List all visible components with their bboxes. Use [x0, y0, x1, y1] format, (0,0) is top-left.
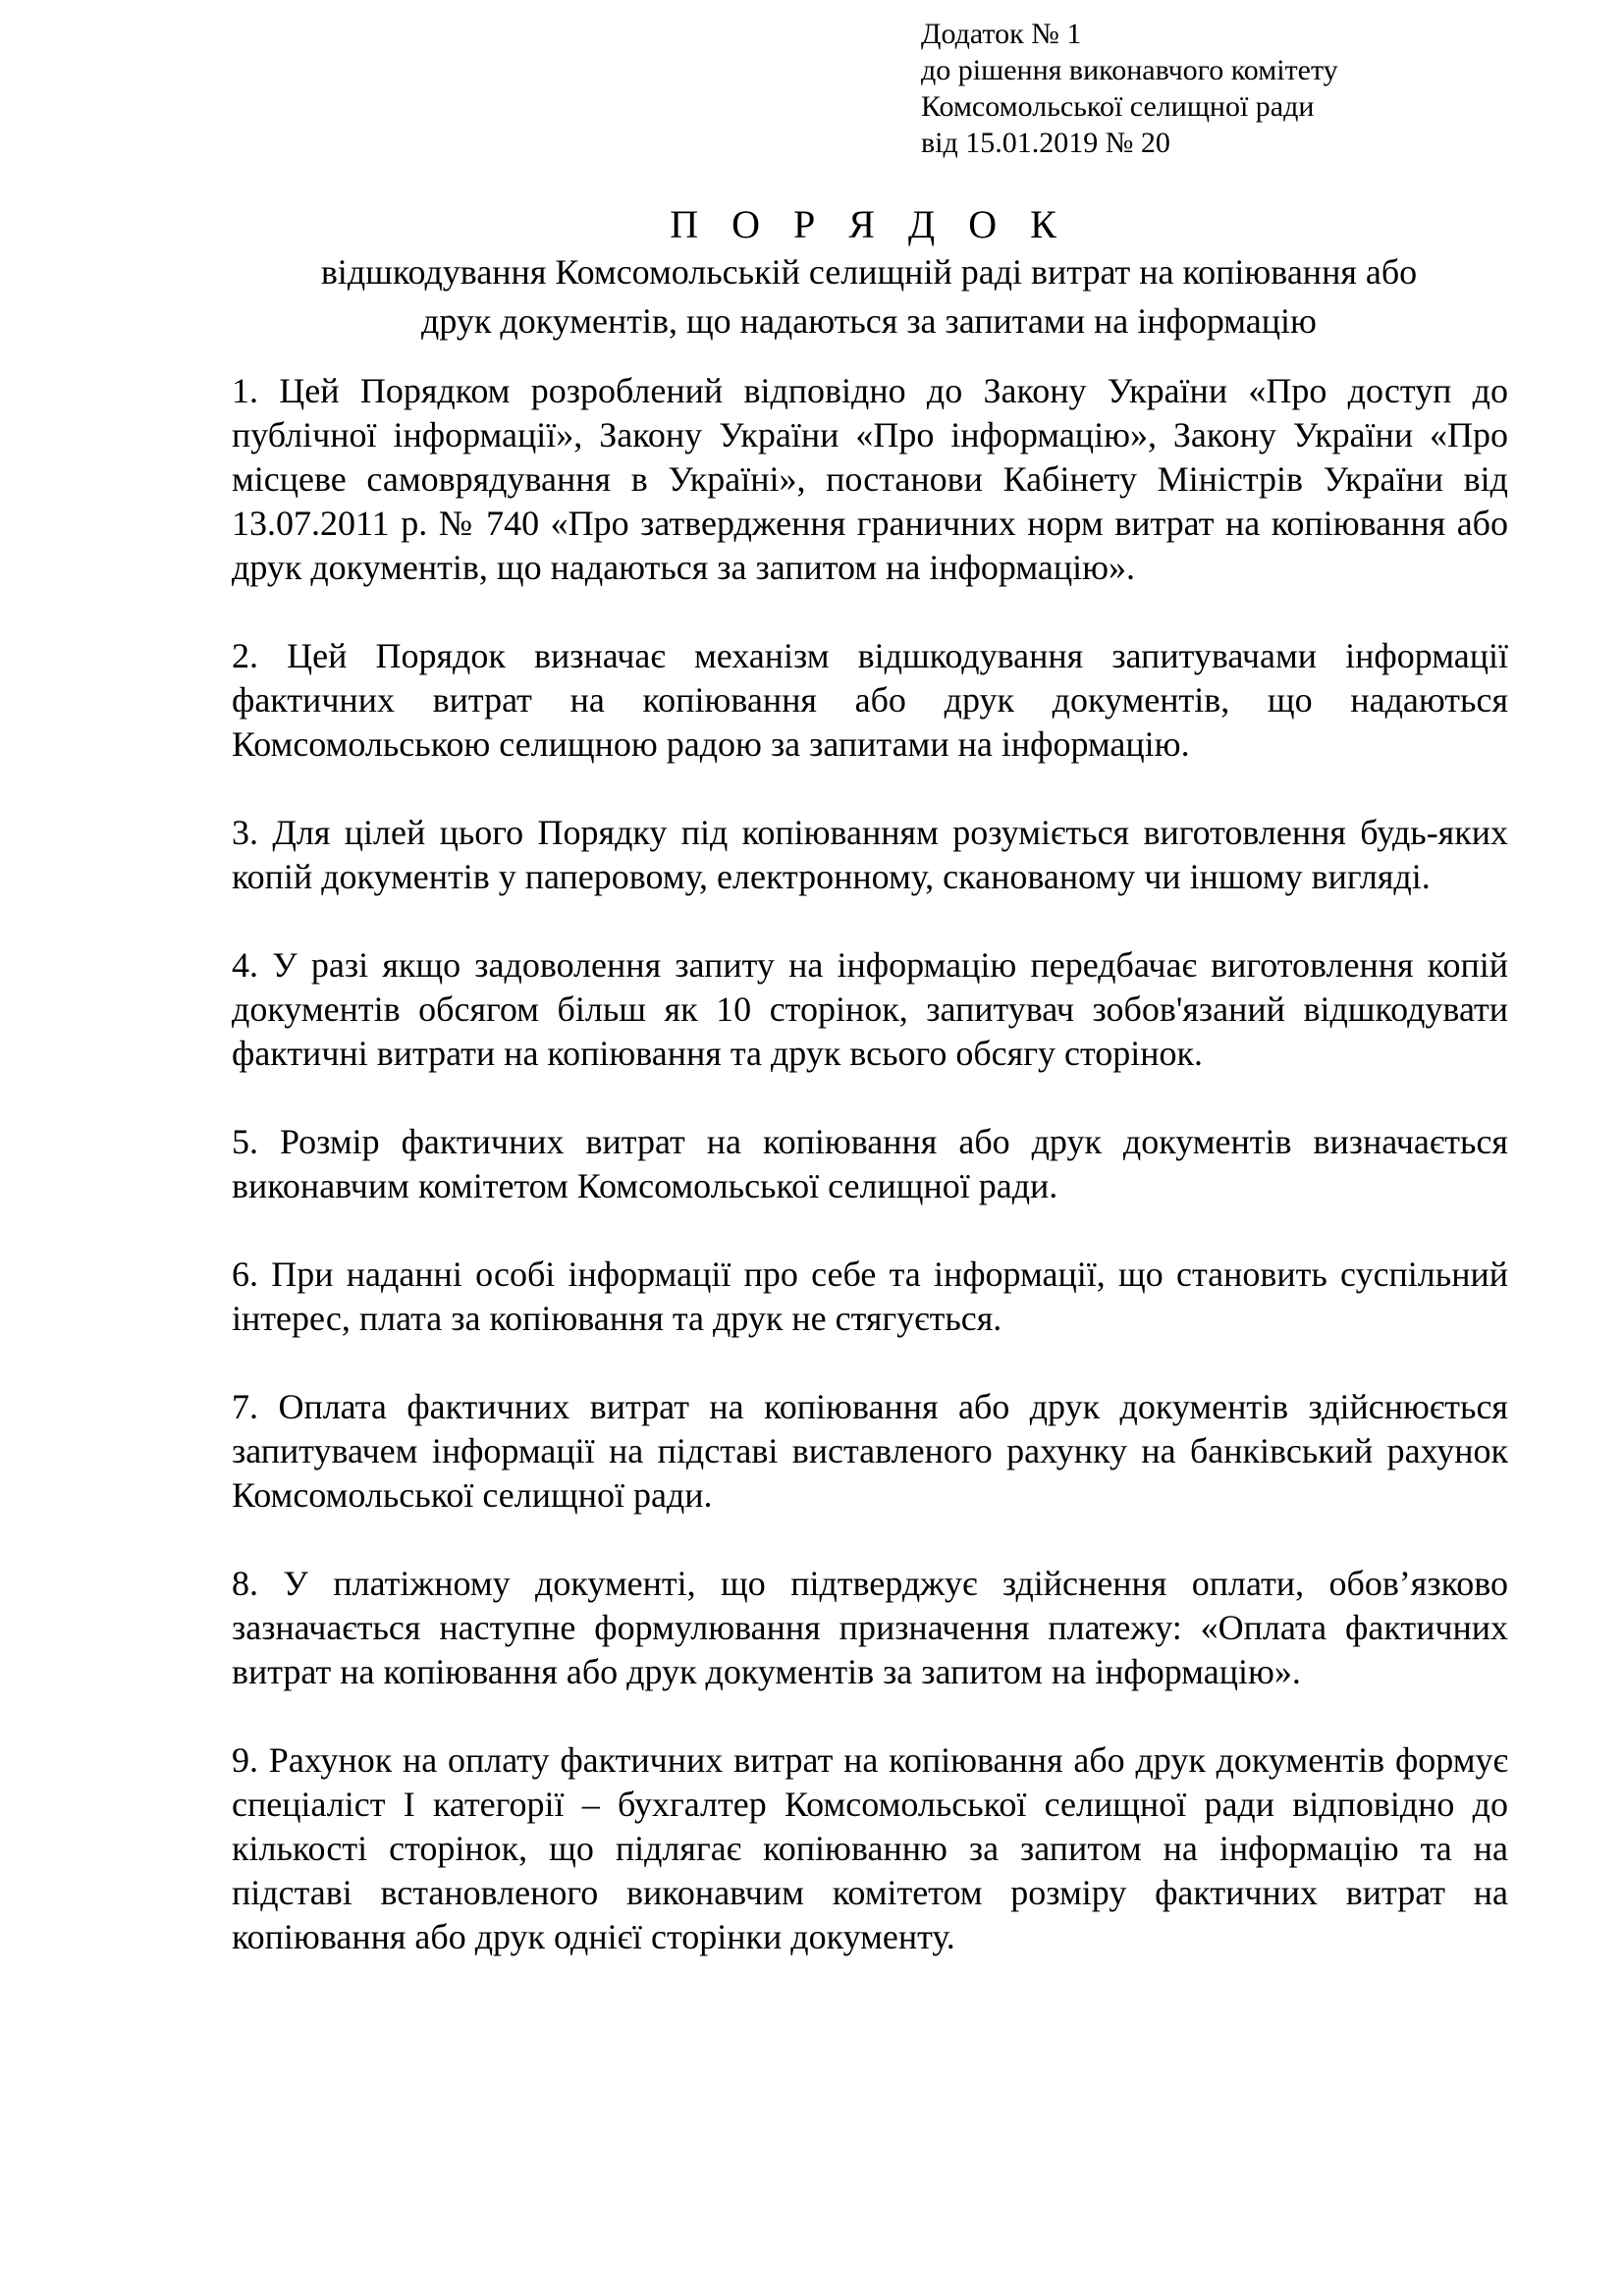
- paragraph-1: 1. Цей Порядком розроблений відповідно до Закону України «Про доступ до публічної інформації», Закону України «Про інформацію», Закону України «Про місцеве самоврядування в Україні», постанови Кабінету Міністрів України від 13.07.2011 р. № 740 «Про затвердження граничних норм витрат на копіювання або друк документів, що надаються за запитом на інформацію».: [232, 371, 1508, 587]
- paragraph-5: 5. Розмір фактичних витрат на копіювання або друк документів визначається виконавчим комітетом Комсомольської селищної ради.: [232, 1122, 1508, 1205]
- appendix-date: від 15.01.2019 № 20: [921, 127, 1170, 159]
- document-subtitle: [196, 247, 1542, 346]
- subtitle-line: друк документів, що надаються за запитами на інформацію: [421, 301, 1317, 341]
- paragraph-4: 4. У разі якщо задоволення запиту на інформацію передбачає виготовлення копій документів обсягом більш як 10 сторінок, запитувач зобов'язаний відшкодувати фактичні витрати на копіювання та друк всього обсягу сторінок.: [232, 945, 1508, 1073]
- document-title: П О Р Я Д О К: [670, 202, 1068, 246]
- paragraph-9: 9. Рахунок на оплату фактичних витрат на копіювання або друк документів формує спеціаліст І категорії – бухгалтер Комсомольської селищної ради відповідно до кількості сторінок, що підлягає копіюванню за запитом на інформацію та на підставі встановленого виконавчим комітетом розміру фактичних витрат на копіювання або друк однієї сторінки документу.: [232, 1740, 1508, 1956]
- paragraph-6: 6. При наданні особі інформації про себе та інформації, що становить суспільний інтерес, плата за копіювання та друк не стягується.: [232, 1255, 1508, 1338]
- appendix-council-name: Комсомольської селищної ради: [921, 90, 1315, 123]
- appendix-number: Додаток № 1: [921, 18, 1082, 50]
- paragraph-2: 2. Цей Порядок визначає механізм відшкодування запитувачами інформації фактичних витрат на копіювання або друк документів, що надаються Комсомольською селищною радою за запитами на інформацію.: [232, 636, 1508, 764]
- appendix-block: [921, 16, 1338, 161]
- document-body: [232, 369, 1508, 2003]
- paragraph-3: 3. Для цілей цього Порядку під копіюванням розуміється виготовлення будь-яких копій документів у паперовому, електронному, сканованому чи іншому вигляді.: [232, 813, 1508, 896]
- paragraph-8: 8. У платіжному документі, що підтверджує здійснення оплати, обов’язково зазначається наступне формулювання призначення платежу: «Оплата фактичних витрат на копіювання або друк документів за запитом на інформацію».: [232, 1564, 1508, 1691]
- paragraph-7: 7. Оплата фактичних витрат на копіювання або друк документів здійснюється запитувачем інформації на підставі виставленого рахунку на банківський рахунок Комсомольської селищної ради.: [232, 1387, 1508, 1515]
- subtitle-line: відшкодування Комсомольській селищній раді витрат на копіювання або: [320, 252, 1418, 292]
- appendix-decision-ref: до рішення виконавчого комітету: [921, 54, 1338, 86]
